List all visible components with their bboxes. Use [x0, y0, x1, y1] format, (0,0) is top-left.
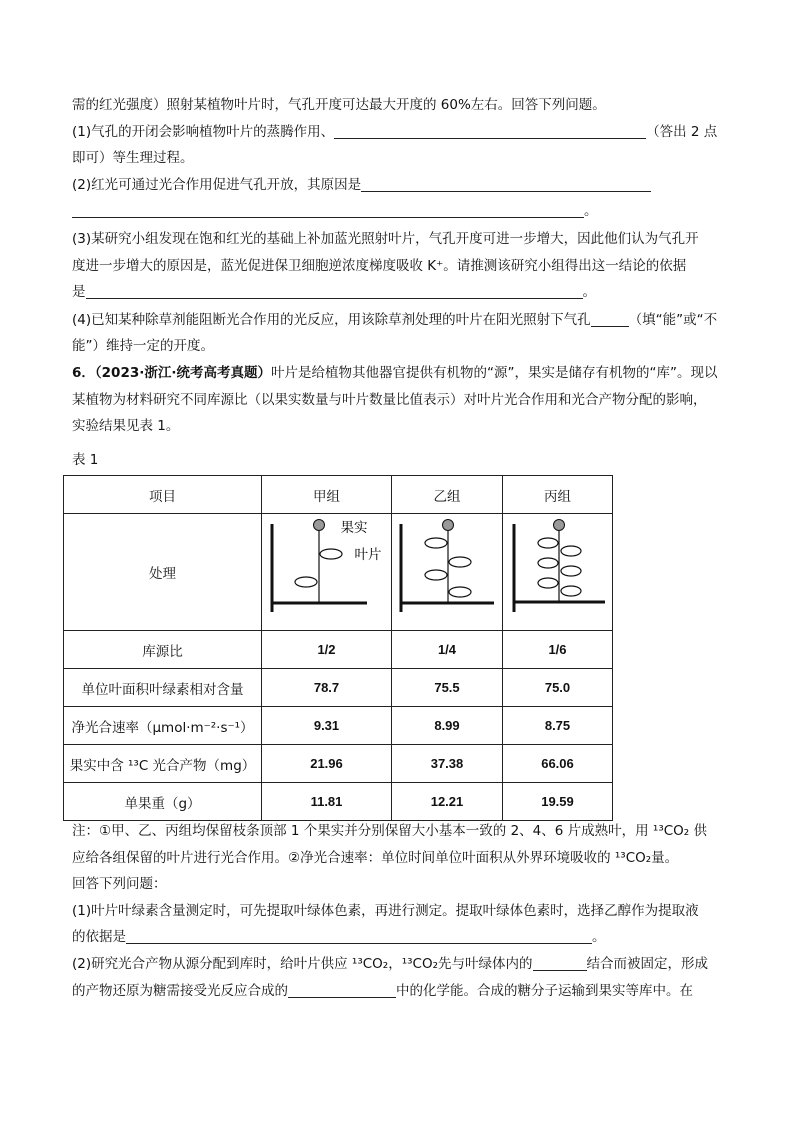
- plant-diagram-two-leaves: [263, 514, 391, 626]
- row-label: 库源比: [64, 631, 262, 669]
- table-cell: 19.59: [503, 783, 613, 821]
- legend-leaf-label: 叶片: [354, 547, 381, 563]
- period: 。: [582, 284, 596, 301]
- period: 。: [592, 929, 606, 946]
- notes-block: [72, 818, 724, 1004]
- answer-blank[interactable]: [72, 201, 584, 218]
- table-row: [64, 745, 613, 783]
- period: 。: [584, 203, 598, 220]
- q6-line2: 某植物为材料研究不同库源比（以果实数量与叶片数量比值表示）对叶片光合作用和光合产物分配的影响，: [72, 391, 707, 408]
- q6-sub1-line2: [72, 924, 724, 951]
- table-cell: 1/2: [262, 631, 392, 669]
- table-cell: 78.7: [262, 669, 392, 707]
- answer-blank[interactable]: [591, 310, 629, 327]
- q6-sub2-line2: [72, 978, 724, 1005]
- q5-sub2-text: (2)红光可通过光合作用促进气孔开放，其原因是: [72, 176, 362, 193]
- q6-sub1-line1: (1)叶片叶绿素含量测定时，可先提取叶绿体色素，再进行测定。提取叶绿体色素时，选择乙醇作为提取液: [72, 902, 699, 919]
- table-cell: 66.06: [503, 745, 613, 783]
- q5-sub3-line1: (3)某研究小组发现在饱和红光的基础上补加蓝光照射叶片，气孔开度可进一步增大，因此他们认为气孔开: [72, 230, 699, 247]
- row-label: 果实中含 ¹³C 光合产物（mg）: [64, 745, 262, 783]
- plant-diagram-four-leaves: [392, 514, 502, 626]
- note-line: 应给各组保留的叶片进行光合作用。②净光合速率：单位时间单位叶面积从外界环境吸收的 ¹³CO₂量。: [72, 849, 679, 866]
- q6-line3: 实验结果见表 1。: [72, 418, 180, 435]
- table-caption: 表 1: [72, 452, 99, 468]
- plant-diagram-bing: [503, 514, 613, 631]
- table-row: [64, 631, 613, 669]
- row-label: 处理: [64, 514, 262, 631]
- q5-sub3-line3: [72, 279, 724, 306]
- table-header-cell: 甲组: [262, 476, 392, 514]
- table-cell: 37.38: [392, 745, 503, 783]
- q5-sub2-line: [72, 172, 724, 199]
- q5-sub4-hint: （填“能”或“不: [628, 311, 718, 328]
- table-header-cell: 丙组: [503, 476, 613, 514]
- table-cell: 1/6: [503, 631, 613, 669]
- table-cell: 75.0: [503, 669, 613, 707]
- q6-source: （2023·浙江·统考高考真题）: [94, 364, 271, 381]
- note-line: 注：①甲、乙、丙组均保留枝条顶部 1 个果实并分别保留大小基本一致的 2、4、6 片成熟叶，用 ¹³CO₂ 供: [72, 823, 707, 839]
- row-label: 单位叶面积叶绿素相对含量: [64, 669, 262, 707]
- results-table: [63, 475, 613, 821]
- table-header-row: [64, 476, 613, 514]
- answer-blank[interactable]: [361, 175, 651, 192]
- q6-text: 叶片是给植物其他器官提供有机物的“源”，果实是储存有机物的“库”。现以: [271, 364, 718, 381]
- q5-sub1-text: (1)气孔的开闭会影响植物叶片的蒸腾作用、: [72, 123, 335, 140]
- q5-sub4-text: (4)已知某种除草剂能阻断光合作用的光反应，用该除草剂处理的叶片在阳光照射下气孔: [72, 311, 591, 328]
- row-label: 单果重（g）: [64, 783, 262, 821]
- treatment-row: [64, 514, 613, 631]
- answer-blank[interactable]: [533, 954, 587, 971]
- q6-sub2-text-2: 结合而被固定，形成: [586, 955, 708, 972]
- table-row: [64, 783, 613, 821]
- q6-sub2-line1: [72, 951, 724, 978]
- table-row: [64, 669, 613, 707]
- table-cell: 11.81: [262, 783, 392, 821]
- answer-blank[interactable]: [334, 122, 646, 139]
- plant-diagram-six-leaves: [504, 514, 612, 626]
- q6-sub2-text-3: 的产物还原为糖需接受光反应合成的: [72, 982, 288, 999]
- plant-diagram-yi: [392, 514, 503, 631]
- q6-sub2-text: (2)研究光合产物从源分配到库时，给叶片供应 ¹³CO₂，¹³CO₂先与叶绿体内的: [72, 955, 533, 972]
- answer-blank[interactable]: [288, 981, 396, 998]
- q5-sub3-text: 是: [72, 284, 86, 301]
- q5-sub1-hint: （答出 2 点: [646, 123, 718, 140]
- table-cell: 75.5: [392, 669, 503, 707]
- q5-sub4-cont: 能”）维持一定的开度。: [72, 338, 214, 355]
- instruction-line: 回答下列问题：: [72, 876, 167, 893]
- q5-sub3-line2: 度进一步增大的原因是，蓝光促进保卫细胞逆浓度梯度吸收 K⁺。请推测该研究小组得出这一结论的依据: [72, 257, 687, 274]
- q6-number: 6．: [72, 364, 95, 381]
- answer-blank[interactable]: [126, 927, 592, 944]
- q5-intro-line: 需的红光强度）照射某植物叶片时，气孔开度可达最大开度的 60%左右。回答下列问题。: [72, 97, 606, 113]
- q5-sub1-line: [72, 119, 724, 146]
- answer-blank[interactable]: [86, 282, 583, 299]
- q5-sub4-line: [72, 307, 724, 334]
- q6-line1: [72, 360, 724, 387]
- q5-sub1-cont: 即可）等生理过程。: [72, 150, 194, 167]
- question-5-block: [72, 92, 724, 440]
- row-label: 净光合速率（μmol·m⁻²·s⁻¹）: [64, 707, 262, 745]
- table-cell: 1/4: [392, 631, 503, 669]
- table-cell: 8.99: [392, 707, 503, 745]
- table-header-cell: 项目: [64, 476, 262, 514]
- legend-fruit-label: 果实: [340, 520, 367, 536]
- table-header-cell: 乙组: [392, 476, 503, 514]
- table-cell: 9.31: [262, 707, 392, 745]
- plant-diagram-jia: [262, 514, 392, 631]
- q5-sub2-cont: [72, 198, 724, 225]
- table-row: [64, 707, 613, 745]
- table-cell: 12.21: [392, 783, 503, 821]
- table-cell: 8.75: [503, 707, 613, 745]
- q6-sub2-text-4: 中的化学能。合成的糖分子运输到果实等库中。在: [396, 982, 693, 999]
- q6-sub1-text: 的依据是: [72, 929, 126, 946]
- table-cell: 21.96: [262, 745, 392, 783]
